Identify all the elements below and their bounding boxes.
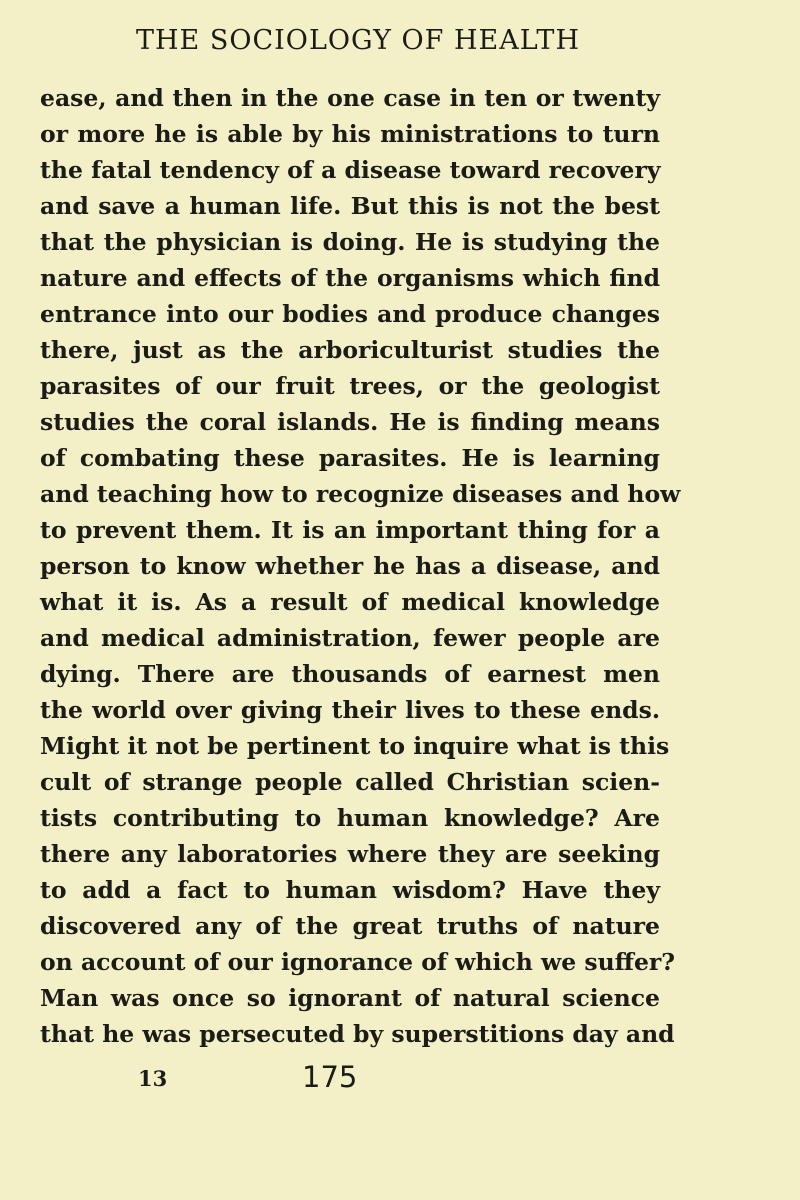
text-line: of combating these parasites. He is learning	[40, 444, 660, 472]
text-line: person to know whether he has a disease, and	[40, 552, 660, 580]
text-line: that he was persecuted by superstitions day and	[40, 1020, 675, 1048]
text-line: to prevent them. It is an important thing for a	[40, 516, 660, 544]
text-line: Might it not be pertinent to inquire what is this	[40, 732, 670, 760]
text-line: parasites of our fruit trees, or the geologist	[40, 372, 660, 400]
text-line: what it is. As a result of medical knowledge	[40, 588, 660, 616]
text-line: and medical administration, fewer people are	[40, 624, 660, 652]
text-line: and teaching how to recognize diseases and how	[40, 480, 681, 508]
text-line: cult of strange people called Christian scien-	[40, 768, 660, 796]
text-line: nature and effects of the organisms which find	[40, 264, 660, 292]
text-line: ease, and then in the one case in ten or twenty	[40, 84, 660, 112]
text-line: entrance into our bodies and produce changes	[40, 300, 660, 328]
text-line: there, just as the arboriculturist studies the	[40, 336, 660, 364]
text-line: dying. There are thousands of earnest men	[40, 660, 660, 688]
text-line: tists contributing to human knowledge? Are	[40, 804, 660, 832]
text-line: there any laboratories where they are seeking	[40, 840, 660, 868]
text-line: that the physician is doing. He is studying the	[40, 228, 660, 256]
text-line: on account of our ignorance of which we suffer?	[40, 948, 676, 976]
text-line: discovered any of the great truths of nature	[40, 912, 660, 940]
text-line: studies the coral islands. He is finding means	[40, 408, 660, 436]
text-line: to add a fact to human wisdom? Have they	[40, 876, 660, 904]
text-line: the world over giving their lives to these ends.	[40, 696, 660, 724]
text-line: Man was once so ignorant of natural science	[40, 984, 660, 1012]
text-line: or more he is able by his ministrations to turn	[40, 120, 660, 148]
running-head: THE SOCIOLOGY OF HEALTH	[136, 25, 580, 56]
body-text	[40, 80, 681, 1052]
text-line: the fatal tendency of a disease toward recovery	[40, 156, 661, 184]
signature-mark: 13	[138, 1066, 168, 1091]
page-number: 175	[302, 1060, 358, 1094]
text-line: and save a human life. But this is not the best	[40, 192, 660, 220]
